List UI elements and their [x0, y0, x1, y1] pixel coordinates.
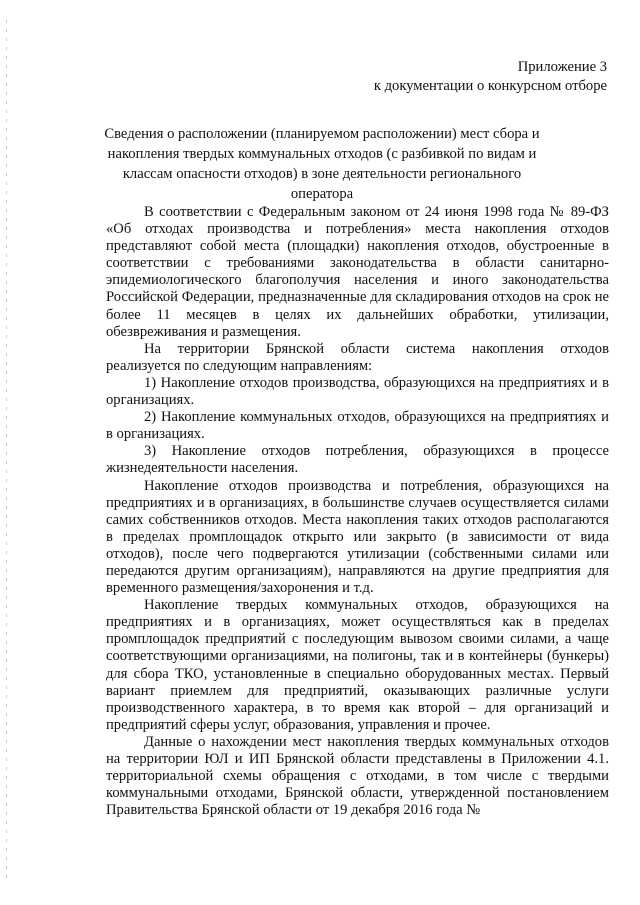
appendix-header [374, 58, 607, 96]
paragraph-directions-intro: На территории Брянской области система накопления отходов реализуется по следующим направлениям: [106, 340, 609, 374]
scan-margin-mark [6, 20, 7, 880]
list-item-communal-waste: 2) Накопление коммунальных отходов, образующихся на предприятиях и в организациях. [106, 409, 609, 443]
paragraph-appendix-data: Данные о нахождении мест накопления твердых коммунальных отходов на территории ЮЛ и ИП Брянской области представлены в Приложении 4.1. территориальной схемы обращения с отходами, в том числе с твердыми коммунальными отходами, Брянской области, утвержденной постановлением Правительства Брянской области от 19 декабря 2016 года № [106, 733, 609, 819]
document-title: Сведения о расположении (планируемом расположении) мест сбора и накопления твердых коммунальных отходов (с разбивкой по видам и классам опасности отходов) в зоне деятельности регионального оператора [104, 126, 540, 202]
list-item-consumption-waste: 3) Накопление отходов потребления, образующихся в процессе жизнедеятельности населения. [106, 443, 609, 477]
paragraph-federal-law: В соответствии с Федеральным законом от 24 июня 1998 года № 89-ФЗ «Об отходах производства и потребления» места накопления отходов представляют собой места (площадки) накопления отходов, обустроенные в соответствии с требованиями законодательства в области санитарно-эпидемиологического благополучия населения и иного законодательства Российской Федерации, предназначенные для складирования отходов на срок не более 11 месяцев в целях их дальнейших обработки, утилизации, обезвреживания и размещения. [106, 204, 609, 340]
paragraph-tko-accumulation: Накопление твердых коммунальных отходов, образующихся на предприятиях и в организациях, может осуществляться как в пределах промплощадок предприятий с последующим вывозом своими силами, а чаще соответствующими организациями, на полигоны, так и в контейнеры (бункеры) для сбора ТКО, установленные в специально оборудованных местах. Первый вариант приемлем для предприятий, оказывающих различные услуги производственного характера, в то время как второй – для организаций и предприятий сферы услуг, образования, управления и прочее. [106, 597, 609, 733]
paragraph-production-accumulation: Накопление отходов производства и потребления, образующихся на предприятиях и в организациях, в большинстве случаев осуществляется силами самих собственников отходов. Места накопления таких отходов располагаются в пределах промплощадок открыто или закрыто (в зависимости от вида отходов), после чего подвергаются утилизации (собственными силами или передаются другим организациям), направляются на другие предприятия для временного размещения/захоронения и т.д. [106, 477, 609, 597]
appendix-number: Приложение 3 [517, 59, 607, 75]
list-item-production-waste: 1) Накопление отходов производства, образующихся на предприятиях и в организациях. [106, 374, 609, 409]
document-body [106, 204, 609, 819]
appendix-reference: к документации о конкурсном отборе [373, 78, 607, 94]
